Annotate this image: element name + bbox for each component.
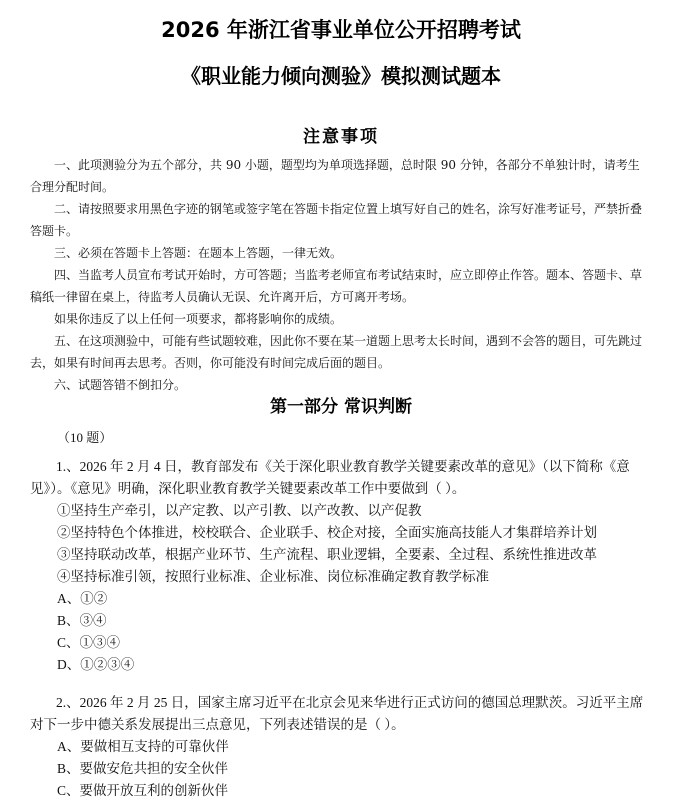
exam-subtitle: 《职业能力倾向测验》模拟测试题本 <box>181 64 501 88</box>
exam-title: 2026 年浙江省事业单位公开招聘考试 <box>161 18 521 42</box>
question-stem: 2.、2026 年 2 月 25 日，国家主席习近平在北京会见来华进行正式访问的德国总理默茨。习近平主席对下一步中德关系发展提出三点意见，下列表述错误的是（ ）。 <box>30 695 644 732</box>
notice-item: 五、在这项测验中，可能有些试题较难，因此你不要在某一道题上思考太长时间，遇到不会答的题目，可先跳过去，如果有时间再去思考。否则，你可能没有时间完成后面的题目。 <box>30 334 643 370</box>
notice-item: 二、请按照要求用黑色字迹的钢笔或签字笔在答题卡指定位置上填写好自己的姓名，涂写好准考证号，严禁折叠答题卡。 <box>30 202 643 238</box>
answer-option: A、要做相互支持的可靠伙伴 <box>57 739 229 754</box>
notice-item: 一、此项测验分为五个部分，共 90 小题，题型均为单项选择题，总时限 90 分钟，各部分不单独计时，请考生合理分配时间。 <box>30 158 640 194</box>
answer-option: A、①② <box>57 591 108 606</box>
answer-option: C、要做开放互利的创新伙伴 <box>57 783 229 798</box>
question-stem: 1.、2026 年 2 月 4 日，教育部发布《关于深化职业教育教学关键要素改革的意见》（以下简称《意见》）。《意见》明确，深化职业教育教学关键要素改革工作中要做到（ ）。 <box>30 459 630 496</box>
question-statement: ②坚持特色个体推进，校校联合、企业联手、校企对接，全面实施高技能人才集群培养计划 <box>57 525 597 540</box>
answer-option: B、③④ <box>57 613 107 628</box>
notice-heading: 注意事项 <box>303 127 379 147</box>
question-statement: ①坚持生产牵引，以产定教、以产引教、以产改教、以产促教 <box>57 503 422 518</box>
question-count: （10 题） <box>57 430 113 445</box>
notice-item: 四、当监考人员宣布考试开始时，方可答题；当监考老师宣布考试结束时，应立即停止作答。题本、答题卡、草稿纸一律留在桌上，待监考人员确认无误、允许离开后，方可离开考场。 <box>30 268 643 304</box>
section-heading: 第一部分 常识判断 <box>270 397 412 417</box>
question-statement: ④坚持标准引领，按照行业标准、企业标准、岗位标准确定教育教学标准 <box>57 569 489 584</box>
notice-item: 六、试题答错不倒扣分。 <box>54 378 187 392</box>
answer-option: B、要做安危共担的安全伙伴 <box>57 761 229 776</box>
notice-item: 如果你违反了以上任何一项要求，都将影响你的成绩。 <box>54 312 343 326</box>
answer-option: D、①②③④ <box>57 657 135 672</box>
notice-item: 三、必须在答题卡上答题：在题本上答题，一律无效。 <box>54 246 343 260</box>
question-statement: ③坚持联动改革，根据产业环节、生产流程、职业逻辑，全要素、全过程、系统性推进改革 <box>57 547 597 562</box>
answer-option: C、①③④ <box>57 635 121 650</box>
